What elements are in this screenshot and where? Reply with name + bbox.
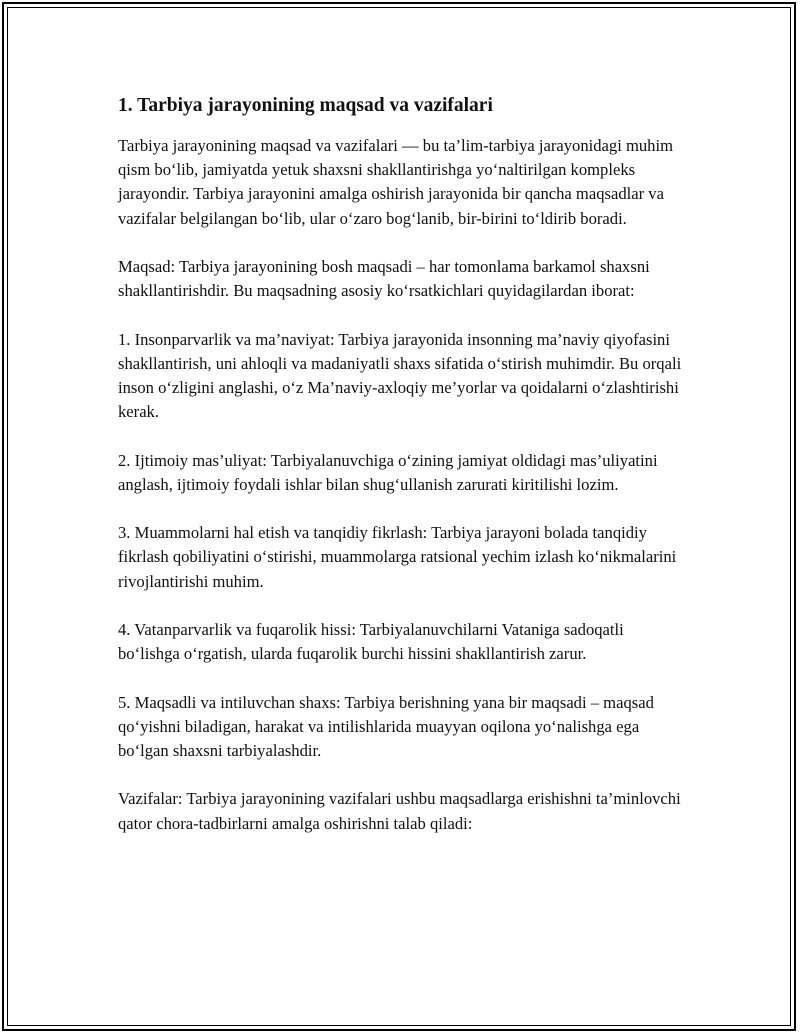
tasks-paragraph: Vazifalar: Tarbiya jarayonining vazifalari ushbu maqsadlarga erishishni ta’minlovchi qator chora-tadbirlarni amalga oshirishni talab qiladi: [118,789,681,833]
list-item-purposeful-person: 5. Maqsadli va intiluvchan shaxs: Tarbiya berishning yana bir maqsadi – maqsad qo‘yishni biladigan, harakat va intilishlarida muayyan oqilona yo‘nalishga ega bo‘lgan shaxsni tarbiyalashdir. [118,692,654,760]
list-item-humanism: 1. Insonparvarlik va ma’naviyat: Tarbiya jarayonida insonning ma’naviy qiyofasini shakllantirish, uni ahloqli va madaniyatli shaxs sifatida o‘stirish muhimdir. Bu orqali inson o‘zligini anglashi, o‘z Ma’naviy-axloqiy me’yorlar va qoidalarni o‘zlashtirishi kerak. [118,329,682,422]
document-body [118,92,688,860]
goal-paragraph: Maqsad: Tarbiya jarayonining bosh maqsadi – har tomonlama barkamol shaxsni shakllantirishdir. Bu maqsadning asosiy ko‘rsatkichlari quyidagilardan iborat: [118,257,650,301]
document-title: 1. Tarbiya jarayonining maqsad va vazifalari [118,95,493,116]
list-item-critical-thinking: 3. Muammolarni hal etish va tanqidiy fikrlash: Tarbiya jarayoni bolada tanqidiy fikrlash qobiliyatini o‘stirishi, muammolarga ratsional yechim izlash ko‘nikmalarini rivojlantirishi muhim. [118,523,677,591]
list-item-social-responsibility: 2. Ijtimoiy mas’uliyat: Tarbiyalanuvchiga o‘zining jamiyat oldidagi mas’uliyatini anglash, ijtimoiy foydali ishlar bilan shug‘ullanish zarurati kiritilishi lozim. [118,450,658,494]
list-item-patriotism: 4. Vatanparvarlik va fuqarolik hissi: Tarbiyalanuvchilarni Vataniga sadoqatli bo‘lishga o‘rgatish, ularda fuqarolik burchi hissini shakllantirish zarur. [118,619,624,664]
intro-paragraph: Tarbiya jarayonining maqsad va vazifalari — bu ta’lim-tarbiya jarayonidagi muhim qism bo‘lib, jamiyatda yetuk shaxsni shakllantirishga yo‘naltirilgan kompleks jarayondir. Tarbiya jarayonini amalga oshirish jarayonida bir qancha maqsadlar va vazifalar belgilangan bo‘lib, ular o‘zaro bog‘lanib, bir-birini to‘ldirib boradi. [118,136,673,228]
